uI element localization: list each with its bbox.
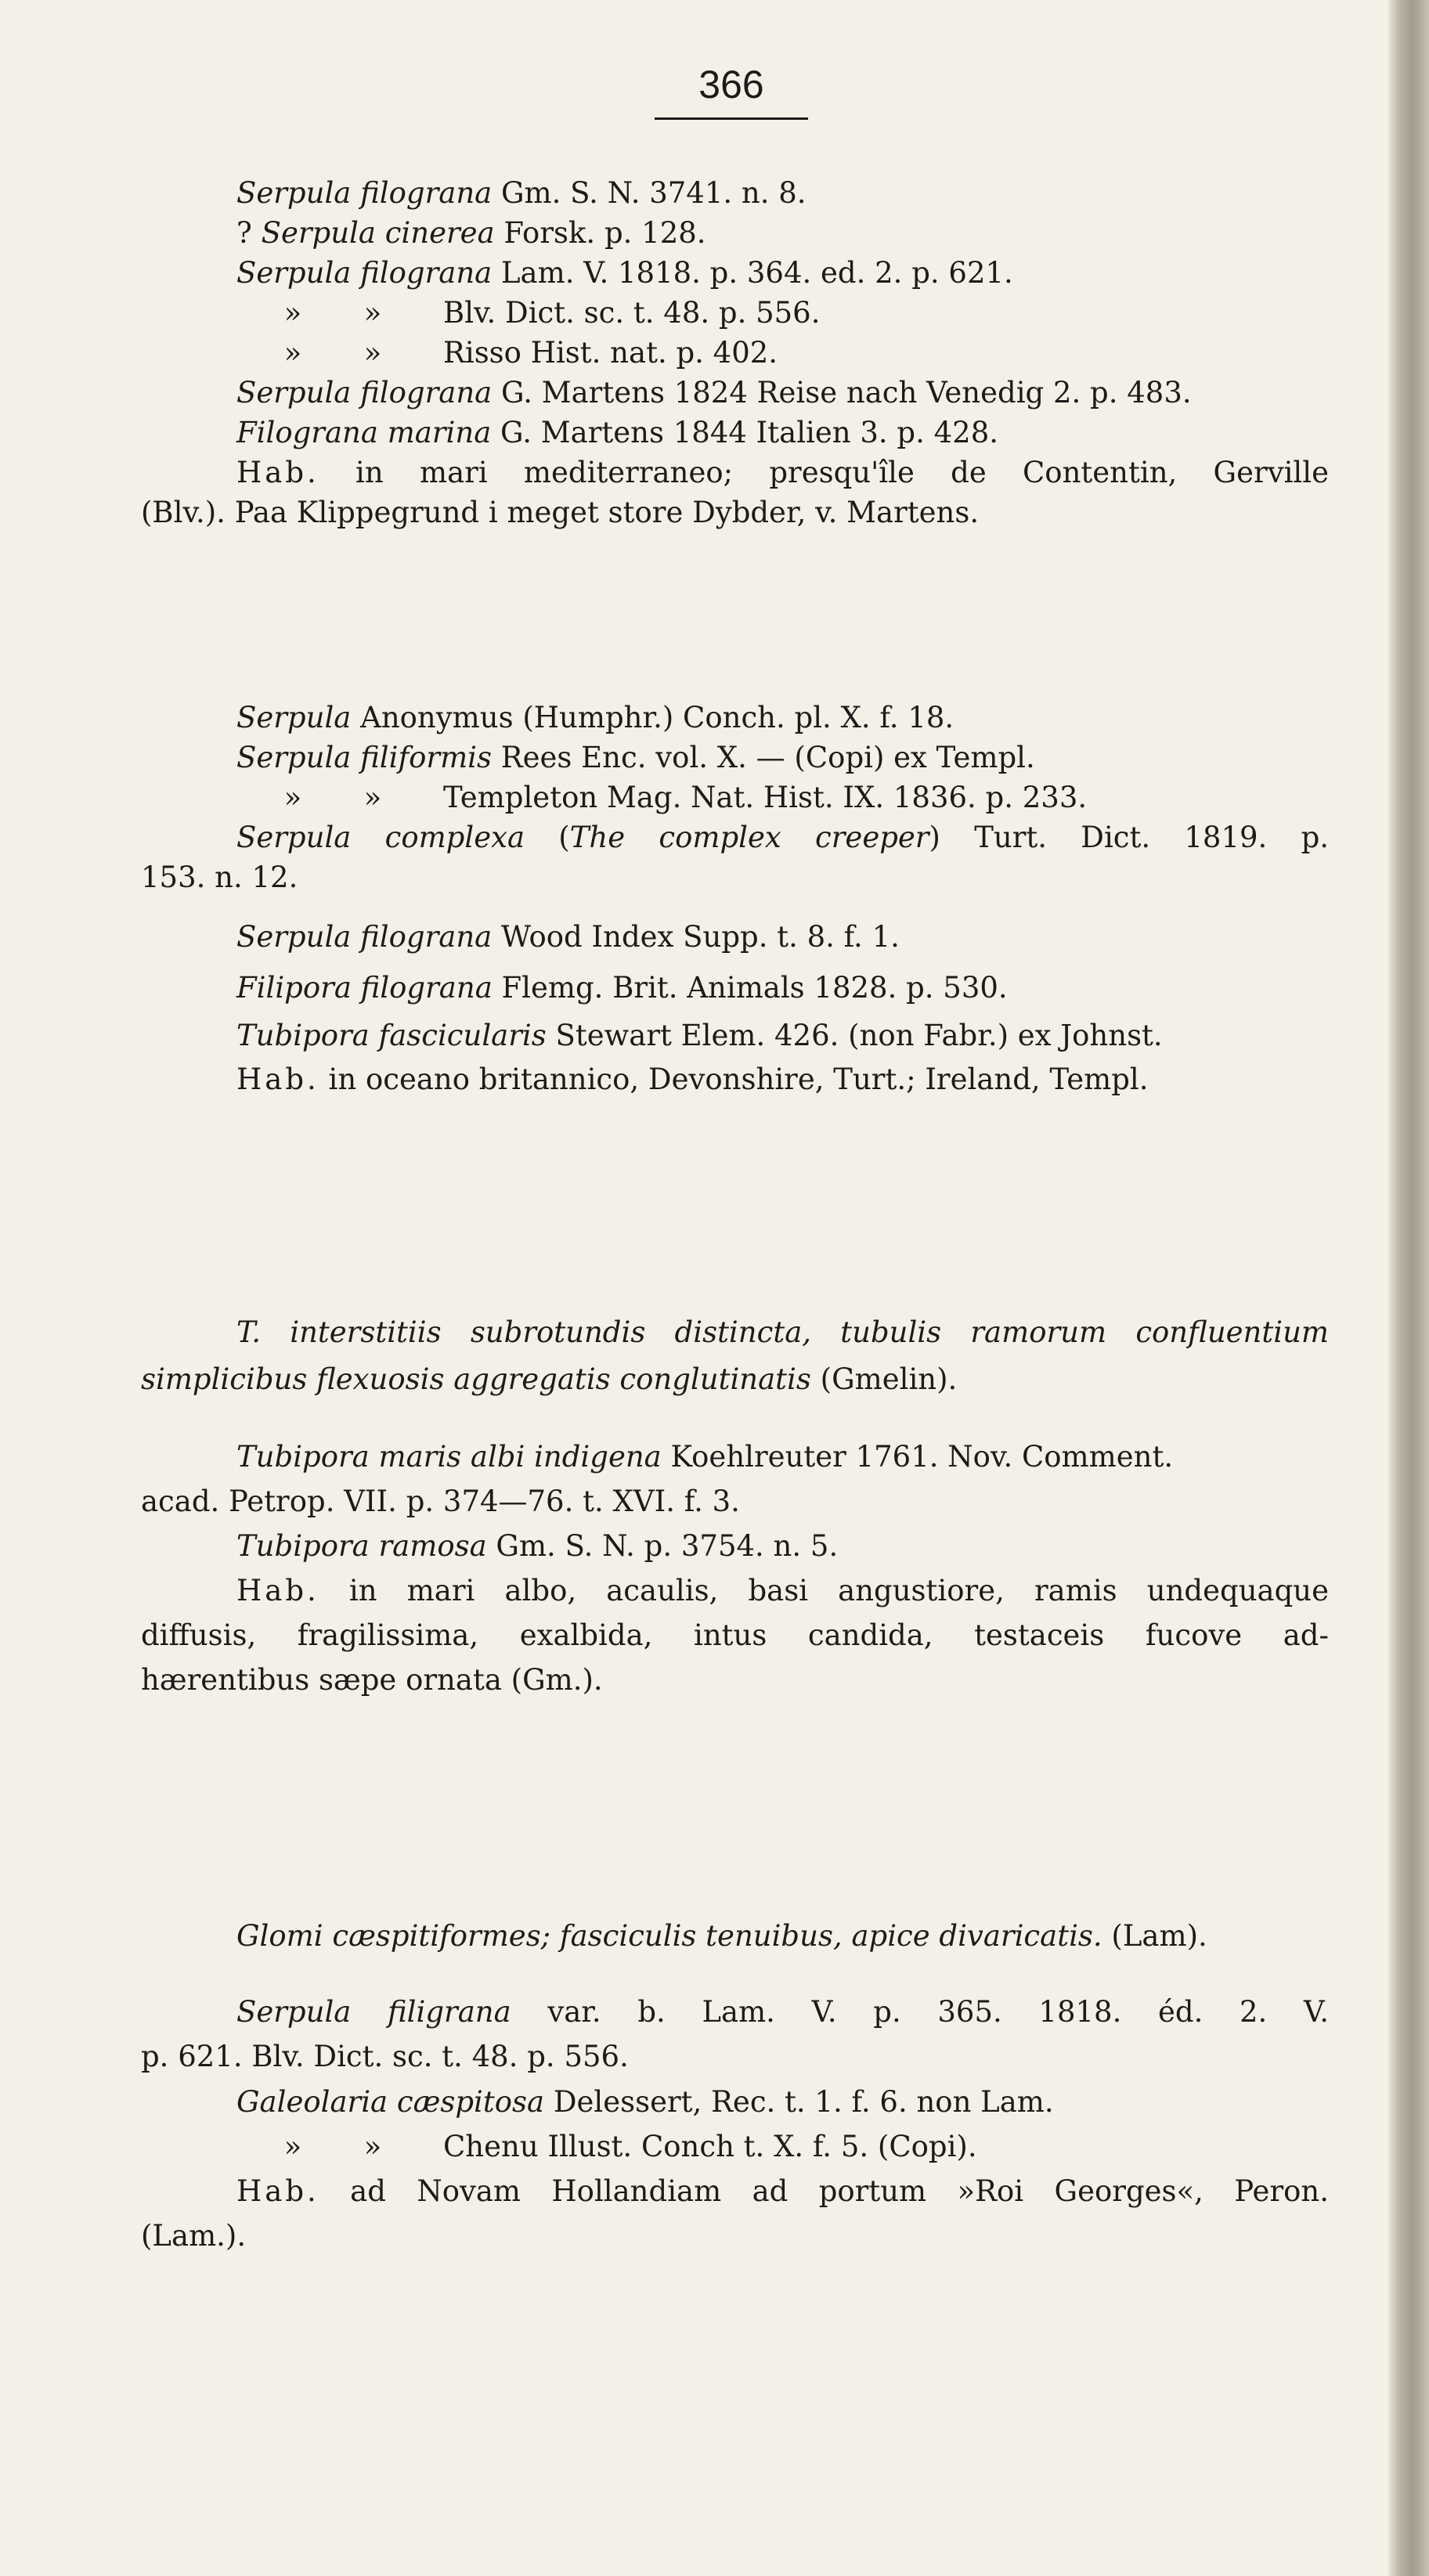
synonym-line: Serpula Anonymus (Humphr.) Conch. pl. X. f. 18. bbox=[236, 701, 954, 734]
taxon-name: Serpula filograna bbox=[236, 920, 493, 954]
ditto-mark: » bbox=[283, 296, 302, 330]
body-line: (Blv.). Paa Klippegrund i meget store Dybder, v. Martens. bbox=[141, 496, 980, 529]
diagnosis-line: simplicibus flexuosis aggregatis conglutinatis (Gmelin). bbox=[141, 1362, 958, 1396]
synonym-line: Galeolaria cæspitosa Delessert, Rec. t. 1. f. 6. non Lam. bbox=[236, 2085, 1054, 2119]
taxon-name: Tubipora maris albi indigena bbox=[236, 1440, 662, 1474]
taxon-name: Serpula filograna bbox=[236, 176, 493, 210]
taxon-name: Serpula complexa bbox=[236, 821, 525, 854]
synonym-line: Filograna marina G. Martens 1844 Italien 3. p. 428. bbox=[236, 416, 999, 449]
ditto-mark: » bbox=[283, 2130, 302, 2163]
taxon-name: Galeolaria cæspitosa bbox=[236, 2085, 545, 2119]
taxon-name: Serpula bbox=[236, 701, 352, 734]
taxon-name: Filograna marina bbox=[236, 416, 492, 449]
synonym-line: » » Risso Hist. nat. p. 402. bbox=[236, 334, 778, 373]
ditto-mark: » bbox=[363, 2130, 382, 2163]
synonym-line: Tubipora fascicularis Stewart Elem. 426. (non Fabr.) ex Johnst. bbox=[236, 1019, 1163, 1052]
taxon-name: Serpula filiformis bbox=[236, 741, 493, 774]
ditto-mark: » bbox=[363, 336, 382, 370]
synonym-line: Serpula filograna G. Martens 1824 Reise nach Venedig 2. p. 483. bbox=[236, 376, 1192, 409]
diagnosis-line: Glomi cæspitiformes; fasciculis tenuibus, apice divaricatis. (Lam). bbox=[236, 1919, 1207, 1953]
synonym-line: » » Blv. Dict. sc. t. 48. p. 556. bbox=[236, 294, 821, 333]
taxon-name: Serpula cinerea bbox=[261, 216, 495, 250]
ditto-mark: » bbox=[283, 336, 302, 370]
diagnosis-line: T. interstitiis subrotundis distincta, tubulis ramorum confluentium bbox=[236, 1315, 1329, 1349]
synonym-line: Serpula filigrana var. b. Lam. V. p. 365. 1818. éd. 2. V. bbox=[236, 1995, 1329, 2029]
synonym-line: Serpula filograna Gm. S. N. 3741. n. 8. bbox=[236, 176, 807, 210]
body-line: (Lam.). bbox=[141, 2219, 247, 2253]
body-line: acad. Petrop. VII. p. 374—76. t. XVI. f. 3. bbox=[141, 1485, 740, 1518]
taxon-name: Serpula filograna bbox=[236, 376, 493, 409]
body-line: hærentibus sæpe ornata (Gm.). bbox=[141, 1663, 603, 1697]
synonym-line: » » Templeton Mag. Nat. Hist. IX. 1836. p. 233. bbox=[236, 778, 1087, 817]
synonym-line: Serpula filiformis Rees Enc. vol. X. — (Copi) ex Templ. bbox=[236, 741, 1035, 774]
synonym-line: Serpula complexa (The complex creeper) Turt. Dict. 1819. p. bbox=[236, 821, 1330, 854]
taxon-name: Serpula filigrana bbox=[236, 1995, 511, 2029]
habitat-line: Hab. ad Novam Hollandiam ad portum »Roi Georges«, Peron. bbox=[236, 2174, 1329, 2208]
taxon-name: Filipora filograna bbox=[236, 971, 493, 1005]
synonym-line: Tubipora maris albi indigena Koehlreuter 1761. Nov. Comment. bbox=[236, 1440, 1174, 1474]
taxon-name: Tubipora fascicularis bbox=[236, 1019, 547, 1052]
synonym-line: Tubipora ramosa Gm. S. N. p. 3754. n. 5. bbox=[236, 1529, 839, 1563]
synonym-line: Serpula filograna Lam. V. 1818. p. 364. ed. 2. p. 621. bbox=[236, 256, 1013, 290]
page-edge-shadow bbox=[1388, 0, 1429, 2576]
body-line: diffusis, fragilissima, exalbida, intus candida, testaceis fucove ad- bbox=[141, 1618, 1329, 1652]
taxon-name: Tubipora ramosa bbox=[236, 1529, 487, 1563]
habitat-line: Hab. in mari albo, acaulis, basi angustiore, ramis undequaque bbox=[236, 1574, 1329, 1607]
ditto-mark: » bbox=[363, 781, 382, 814]
habitat-line: Hab. in oceano britannico, Devonshire, Turt.; Ireland, Templ. bbox=[236, 1063, 1149, 1096]
synonym-line: Filipora filograna Flemg. Brit. Animals 1828. p. 530. bbox=[236, 971, 1008, 1005]
synonym-line: Serpula filograna Wood Index Supp. t. 8. f. 1. bbox=[236, 920, 900, 954]
body-line: p. 621. Blv. Dict. sc. t. 48. p. 556. bbox=[141, 2040, 629, 2073]
ditto-mark: » bbox=[363, 296, 382, 330]
page-number: 366 bbox=[698, 63, 764, 106]
taxon-name: Serpula filograna bbox=[236, 256, 493, 290]
page-number-rule bbox=[655, 117, 808, 120]
ditto-mark: » bbox=[283, 781, 302, 814]
synonym-line: ? Serpula cinerea Forsk. p. 128. bbox=[236, 216, 706, 250]
habitat-line: Hab. in mari mediterraneo; presqu'île de Contentin, Gerville bbox=[236, 456, 1329, 489]
body-line: 153. n. 12. bbox=[141, 860, 298, 894]
synonym-line: » » Chenu Illust. Conch t. X. f. 5. (Copi). bbox=[236, 2127, 977, 2167]
